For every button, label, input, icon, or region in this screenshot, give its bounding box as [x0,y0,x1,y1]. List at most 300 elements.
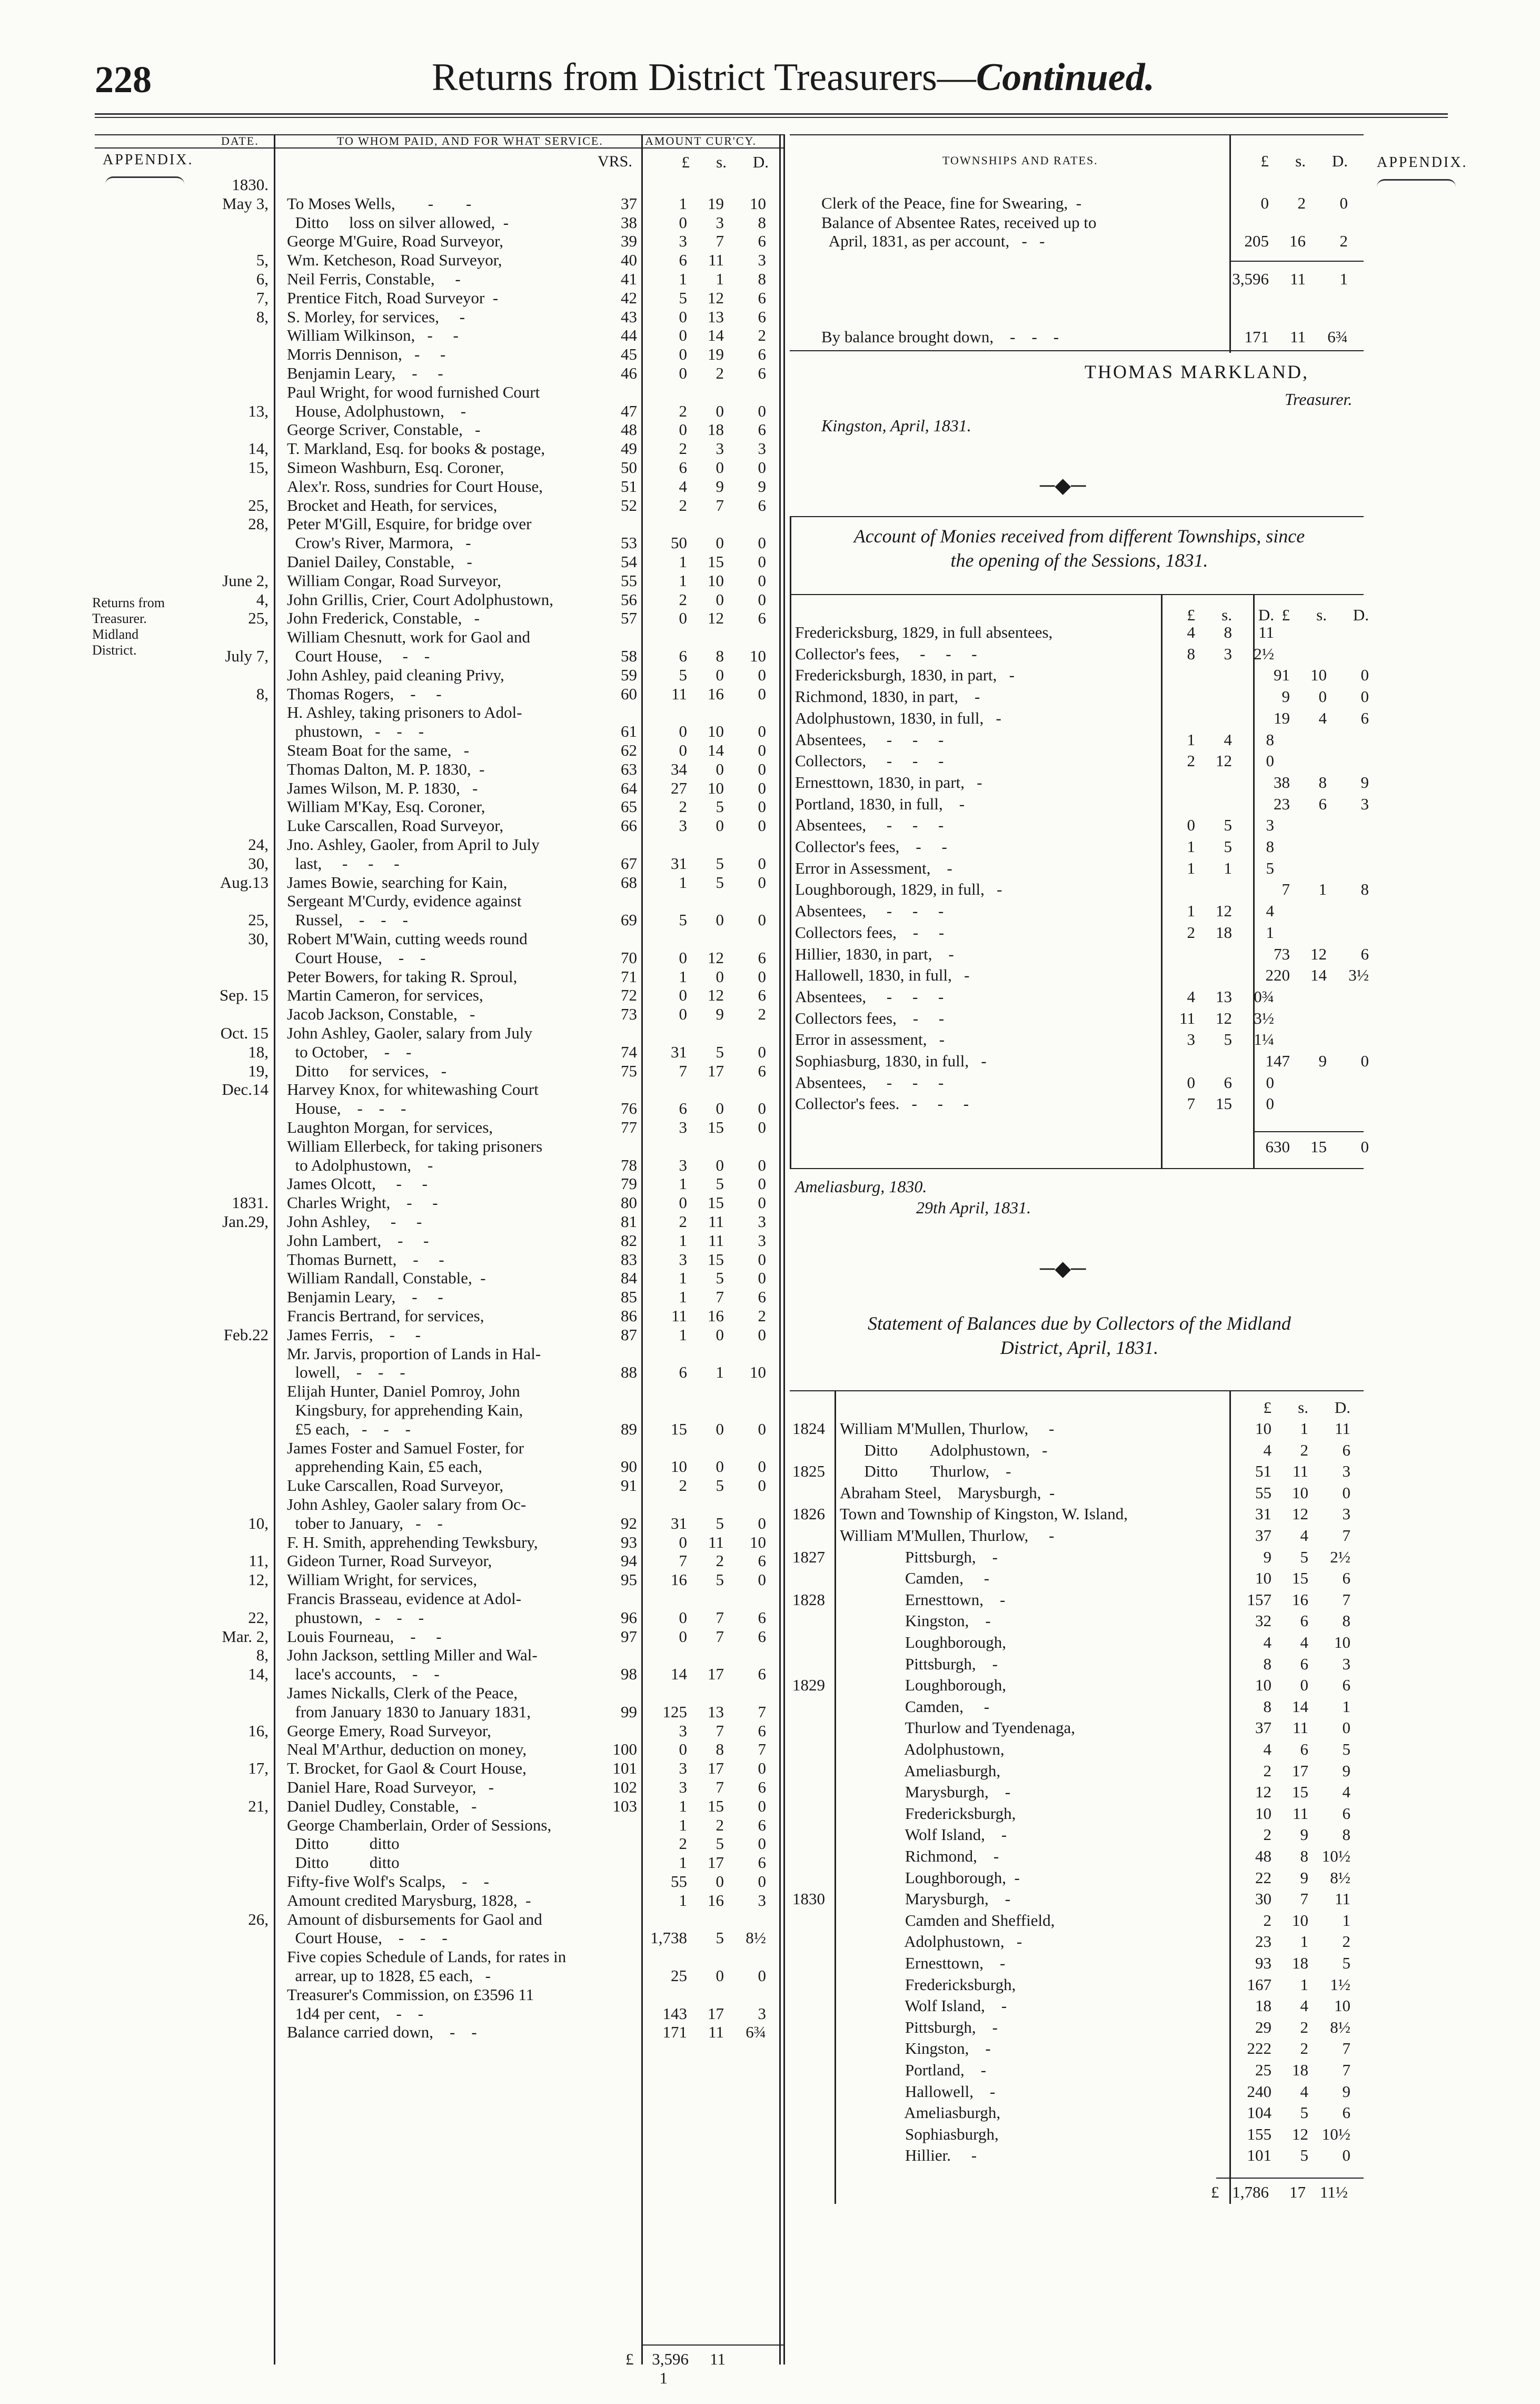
payment-amount [645,1759,782,1778]
payee-text: Martin Cameron, for services, [287,986,483,1004]
township-rate-amount-shillings: 16 [1289,232,1306,250]
payee-text: Peter M'Gill, Esquire, for bridge over [287,515,532,533]
account-amount-detail-pence: 3 [1266,816,1274,834]
account-item: Fredericksburgh, 1830, in part, - [795,666,1015,684]
entry-date: 8, [256,685,269,703]
collector-balance: Camden and Sheffield, [840,1911,1055,1930]
collector-balance: Marysburgh, - [840,1783,1011,1801]
payment-amount [645,1062,782,1081]
collector-balance: Fredericksburgh, [840,1804,1016,1823]
voucher-number: 84 [621,1269,637,1287]
collector-balance-amount [1229,1911,1366,1930]
payment-amount-shillings: 8 [716,1740,724,1758]
payment-amount [645,1137,782,1156]
collector-balance-amount-pounds: 23 [1255,1932,1271,1951]
collector-balance-amount [1229,1611,1366,1630]
payment-amount-pence: 0 [758,1174,766,1193]
payment-amount [645,420,782,439]
voucher-number: 66 [621,816,637,835]
brace-left [105,176,184,184]
township-rate-amount-pence: 0 [1339,194,1348,212]
payment-amount-pounds: 0 [679,364,687,382]
voucher-number: 102 [612,1778,637,1796]
voucher-number: 92 [621,1514,637,1532]
payment-amount-shillings: 9 [716,477,724,496]
collector-balance-amount-shillings: 0 [1300,1676,1308,1694]
right-top-sum-rule [1229,261,1364,262]
brace-right [1377,179,1456,187]
voucher-number: 63 [621,760,637,778]
payment-amount-pence: 6 [758,1722,766,1740]
township-rate-text: By balance brought down, - - - [821,328,1059,346]
payment-amount-shillings: 11 [708,2023,724,2041]
payee-text: William Chesnutt, work for Gaol and [287,628,530,646]
payee-text: House, Adolphustown, - [287,402,466,420]
voucher-number: 61 [621,722,637,740]
payment-amount [645,232,782,251]
payee-text: Paul Wright, for wood furnished Court [287,383,540,401]
payee-text: Gideon Turner, Road Surveyor, [287,1551,492,1570]
payee-text: Morris Dennison, - - [287,345,446,363]
payment-amount [645,1551,782,1570]
payment-amount-pounds: 1 [679,1325,687,1344]
payment-amount [645,458,782,477]
payment-amount [645,685,782,704]
account-amount-total-pounds: 23 [1274,795,1290,813]
collector-balance-amount-pence: 8½ [1330,1868,1350,1887]
account-amount-total-pence: 9 [1360,773,1369,792]
collector-balance: Adolphustown, - [840,1932,1022,1951]
collector-balance-amount-pounds: 10 [1255,1419,1271,1438]
account-item: Hillier, 1830, in part, - [795,945,954,963]
payment-amount [645,647,782,666]
payee-text: lace's accounts, - - [287,1665,440,1683]
collector-balance-amount-pence: 2 [1342,1932,1350,1951]
payment-amount [645,194,782,213]
payment-amount [645,1853,782,1872]
payee-text: Ditto loss on silver allowed, - [287,213,509,232]
collector-balance-amount [1229,1505,1366,1523]
payment-amount-pounds: 4 [679,477,687,496]
payment-amount [645,590,782,609]
page-number: 228 [95,58,152,101]
voucher-number: 60 [621,685,637,703]
collector-balance: Richmond, - [840,1847,999,1865]
township-rate-amount-shillings: 11 [1290,270,1306,288]
payment-amount-shillings: 0 [716,1099,724,1117]
payment-amount-pounds: 143 [662,2004,687,2023]
voucher-number: 96 [621,1608,637,1627]
account-item: Collector's fees, - - [795,837,947,856]
payment-amount-pence: 6 [758,232,766,250]
payee-text: Robert M'Wain, cutting weeds round [287,929,528,948]
entry-date: 1831. [232,1193,269,1212]
collector-balance-amount-pence: 1 [1342,1697,1350,1716]
collector-balance-amount [1229,2082,1366,2101]
payee-text: Louis Fourneau, - - [287,1627,442,1646]
payment-amount-pounds: 1 [679,270,687,288]
account-amount-total [1248,709,1385,728]
payment-amount [645,439,782,458]
payment-amount [645,1947,782,1966]
collector-balance-amount-shillings: 11 [1293,1718,1308,1737]
payment-amount-pence: 2 [758,326,766,344]
balance-year: 1829 [792,1676,825,1694]
payment-amount-shillings: 11 [708,1231,724,1250]
collector-balance-amount-pence: 0 [1342,1483,1350,1502]
payment-amount-pence: 0 [758,741,766,759]
account-amount-detail-pounds: 4 [1187,623,1195,641]
collector-balance: William M'Mullen, Thurlow, - [840,1526,1055,1545]
payment-amount-pounds: 3 [679,232,687,250]
payment-amount-shillings: 7 [716,496,724,515]
collector-balance: Abraham Steel, Marysburgh, - [840,1483,1055,1502]
entry-date: 16, [248,1722,269,1740]
collector-balance-amount-pence: 0 [1342,2146,1350,2164]
collector-balance-amount-pounds: 240 [1247,2082,1271,2101]
balance-year: 1825 [792,1462,825,1480]
payment-amount [645,835,782,854]
account-amount-total-pence: 6 [1360,709,1369,727]
payment-amount-shillings: 0 [716,1156,724,1174]
account-amount-detail-shillings: 12 [1216,1009,1232,1027]
collector-balance-amount-pounds: 29 [1255,2018,1271,2036]
collector-balance-amount-shillings: 1 [1300,1975,1308,1994]
collector-balance: Ernesttown, - [840,1954,1006,1972]
payment-amount-pounds: 0 [679,1193,687,1212]
collector-balance-amount-shillings: 17 [1292,1762,1308,1780]
payee-text: James Foster and Samuel Foster, for [287,1439,524,1457]
payment-amount-pence: 6 [758,496,766,515]
payment-amount-pounds: 2 [679,496,687,515]
appendix-label-left: APPENDIX. [103,152,194,168]
township-rate-amount-shillings: 11 [1290,328,1306,346]
payee-text: Harvey Knox, for whitewashing Court [287,1080,539,1099]
account-amount-total-pence: 0 [1360,1052,1369,1070]
payment-amount-pounds: 0 [679,1005,687,1023]
account-amount-total-shillings: 8 [1318,773,1327,792]
payment-amount-pence: 8½ [746,1928,766,1947]
payment-amount-pence: 3 [758,439,766,458]
account-amount-total-pence: 8 [1360,880,1369,898]
entry-date: 13, [248,402,269,420]
payment-amount [645,175,782,194]
account-item: Absentees, - - - [795,902,944,920]
payment-amount [645,270,782,289]
account-header-rule [790,594,1364,595]
payee-text: Elijah Hunter, Daniel Pomroy, John [287,1382,520,1400]
collector-balance-amount-pence: 5 [1342,1740,1350,1758]
payment-amount-pence: 0 [758,1193,766,1212]
payee-text: Treasurer's Commission, on £3596 11 [287,1985,534,2004]
account-footer-2: 29th April, 1831. [916,1198,1031,1217]
payment-amount [645,929,782,948]
collector-balance-amount-shillings: 6 [1300,1611,1308,1630]
account-amount-detail-pence: 0¾ [1254,987,1274,1006]
payment-amount-shillings: 3 [716,213,724,232]
collector-balance-amount-pence: 10 [1334,1996,1350,2015]
voucher-number: 64 [621,779,637,797]
collector-balance-amount-pence: 9 [1342,2082,1350,2101]
appendix-label-right: APPENDIX. [1377,154,1468,171]
payment-amount [645,609,782,628]
township-rate-amount-pence: 1 [1339,270,1348,288]
collector-balance-amount-pounds: 4 [1263,1441,1271,1459]
account-amount-total [1248,1009,1385,1028]
payment-amount [645,2004,782,2023]
collector-balance-amount-pounds: 25 [1255,2061,1271,2079]
collector-balance: Camden, - [840,1697,990,1716]
payee-text: James Ferris, - - [287,1325,421,1344]
payee-text: phustown, - - - [287,1608,424,1627]
payment-amount [645,1665,782,1684]
payee-text: George Scriver, Constable, - [287,420,481,439]
payment-amount-pence: 3 [758,1231,766,1250]
voucher-number: 56 [621,590,637,609]
account-amount-total-pounds: 38 [1274,773,1290,792]
payee-text: John Ashley, Gaoler salary from Oc- [287,1495,526,1513]
account-bottom-rule [790,1168,1364,1169]
account-amount-detail-pounds: 1 [1187,837,1195,856]
payee-text: Jno. Ashley, Gaoler, from April to July [287,835,540,854]
voucher-number: 75 [621,1062,637,1080]
account-total: 630 15 0 [1265,1137,1369,1156]
payment-amount-shillings: 0 [716,402,724,420]
collector-balance-amount-shillings: 15 [1292,1783,1308,1801]
payee-text: John Grillis, Crier, Court Adolphustown, [287,590,553,609]
payment-amount [645,402,782,421]
voucher-number: 82 [621,1231,637,1250]
payment-amount [645,628,782,647]
payee-text: George Chamberlain, Order of Sessions, [287,1816,552,1834]
payment-amount-pounds: 55 [671,1872,687,1891]
payment-amount-pounds: 2 [679,1212,687,1231]
collector-balance-amount [1229,1590,1366,1609]
payment-amount-pounds: 0 [679,1608,687,1627]
place-date: Kingston, April, 1831. [821,416,971,435]
entry-date: Sep. 15 [220,986,269,1004]
collector-balance: Fredericksburgh, [840,1975,1016,1994]
payee-text: Benjamin Leary, - - [287,1288,443,1306]
payment-amount [645,345,782,364]
account-amount-total [1248,816,1385,835]
payment-amount-shillings: 0 [716,458,724,477]
voucher-number: 78 [621,1156,637,1174]
account-amount-total-pounds: 220 [1265,966,1290,984]
account-amount-detail-pounds: 11 [1179,1009,1195,1027]
collector-balance: William M'Mullen, Thurlow, - [840,1419,1055,1438]
payment-amount-shillings: 16 [708,1891,724,1910]
collector-balance: Ernesttown, - [840,1590,1006,1609]
payment-amount-shillings: 5 [716,1043,724,1061]
entry-date: 18, [248,1043,269,1061]
payment-amount-pounds: 10 [671,1457,687,1476]
payment-amount-pounds: 1 [679,1853,687,1872]
payment-amount [645,1816,782,1835]
payment-amount-shillings: 5 [716,1269,724,1287]
payment-amount-shillings: 17 [708,1062,724,1080]
payment-amount [645,1174,782,1193]
collector-balance-amount [1229,2146,1366,2165]
payment-amount-pence: 0 [758,1269,766,1287]
collector-balance-amount-pounds: 2 [1263,1911,1271,1930]
payment-amount-pence: 6 [758,1778,766,1796]
collector-balance-amount [1229,1633,1366,1652]
collector-balance: Wolf Island, - [840,1825,1007,1844]
township-rate-amount [1227,270,1364,289]
payment-amount [645,1250,782,1269]
collector-balance-amount [1229,1868,1366,1887]
payment-amount-pence: 0 [758,1250,766,1269]
payment-amount-pence: 0 [758,854,766,873]
collector-balance-amount-pounds: 8 [1263,1655,1271,1673]
payee-text: George M'Guire, Road Surveyor, [287,232,503,250]
account-amount-total [1248,966,1385,985]
account-amount-detail-pence: 1 [1266,923,1274,942]
account-amount-detail-pence: 0 [1266,751,1274,770]
payee-text: William Randall, Constable, - [287,1269,486,1287]
payment-amount-pounds: 6 [679,1363,687,1381]
account-amount-total-shillings: 4 [1318,709,1327,727]
payee-text: Daniel Dailey, Constable, - [287,552,472,571]
collector-balance-amount [1229,1676,1366,1695]
payment-amount-shillings: 0 [716,1420,724,1438]
collector-balance-amount-pounds: 155 [1247,2125,1271,2143]
entry-date: July 7, [225,647,269,665]
payment-amount-shillings: 13 [708,308,724,326]
payment-amount-pence: 6 [758,289,766,307]
payment-amount-pounds: 1 [679,967,687,986]
entry-date: 8, [256,308,269,326]
payment-amount-shillings: 0 [716,1325,724,1344]
payment-amount [645,1985,782,2004]
payment-amount-shillings: 16 [708,685,724,703]
payment-amount-pounds: 25 [671,1966,687,1985]
account-amount-total [1248,1030,1385,1049]
voucher-number: 50 [621,458,637,477]
payment-amount-pence: 2 [758,1307,766,1325]
payment-amount-pounds: 2 [679,1476,687,1495]
payment-amount-pounds: 1 [679,1797,687,1815]
collector-balance-amount-shillings: 2 [1300,2018,1308,2036]
payee-text: Amount credited Marysburg, 1828, - [287,1891,531,1910]
payment-amount-shillings: 1 [716,270,724,288]
payment-amount-shillings: 11 [708,1212,724,1231]
collector-balance-amount-pounds: 4 [1263,1740,1271,1758]
voucher-number: 98 [621,1665,637,1683]
payment-amount-pence: 0 [758,1759,766,1777]
collector-balance-amount-pounds: 32 [1255,1611,1271,1630]
col-header-townships: TOWNSHIPS AND RATES. [942,154,1098,167]
account-amount-detail-shillings: 5 [1224,816,1232,834]
payment-amount-pounds: 125 [662,1703,687,1721]
account-amount-detail-shillings: 12 [1216,751,1232,770]
payee-text: Steam Boat for the same, - [287,741,470,759]
payee-text: Five copies Schedule of Lands, for rates in [287,1947,567,1966]
account-amount-total [1248,1052,1385,1071]
account-item: Absentees, - - - [795,987,944,1006]
payment-amount [645,1288,782,1307]
voucher-number: 42 [621,289,637,307]
payment-amount-pence: 0 [758,911,766,929]
payment-amount-shillings: 15 [708,552,724,571]
payee-text: Francis Brasseau, evidence at Adol- [287,1589,522,1608]
payment-amount-pence: 0 [758,873,766,892]
voucher-number: 88 [621,1363,637,1381]
payment-amount [645,1024,782,1043]
payee-text: tober to January, - - [287,1514,443,1532]
collector-balance-amount-shillings: 11 [1293,1462,1308,1480]
voucher-number: 86 [621,1307,637,1325]
payment-amount-pence: 0 [758,760,766,778]
balances-total-rule [1216,2178,1364,2179]
collector-balance-amount-shillings: 18 [1292,1954,1308,1972]
collector-balance-amount [1229,1804,1366,1823]
entry-date: 14, [248,439,269,458]
payment-amount-shillings: 5 [716,1834,724,1853]
collector-balance-amount-pounds: 10 [1255,1804,1271,1823]
payment-amount-pence: 7 [758,1703,766,1721]
collector-balance-amount-shillings: 1 [1300,1419,1308,1438]
payment-amount-pence: 0 [758,1834,766,1853]
collector-balance-amount [1229,1419,1366,1438]
collector-balance: Kingston, - [840,2039,991,2057]
payment-amount [645,1193,782,1212]
collector-balance-amount [1229,1655,1366,1674]
collector-balance-amount [1229,1954,1366,1973]
voucher-number: 47 [621,402,637,420]
payment-amount-pence: 6 [758,420,766,439]
voucher-number: 51 [621,477,637,496]
payment-amount-pounds: 2 [679,797,687,816]
entry-date: 4, [256,590,269,609]
payment-amount-shillings: 16 [708,1307,724,1325]
collector-balance-amount [1229,2039,1366,2058]
account-amount-total-pounds: 9 [1281,687,1290,706]
account-amount-total [1248,773,1385,792]
payment-amount [645,1740,782,1759]
payment-amount-pence: 0 [758,1570,766,1589]
collector-balance: Ameliasburgh, [840,1762,1001,1780]
voucher-number: 89 [621,1420,637,1438]
collector-balance-amount-pence: 10½ [1322,1847,1350,1865]
payment-amount [645,251,782,270]
payment-amount-pounds: 1,738 [650,1928,687,1947]
payment-amount [645,1363,782,1382]
payment-amount-pence: 3 [758,2004,766,2023]
township-rate-amount [1227,328,1364,347]
payee-text: Thomas Rogers, - - [287,685,442,703]
payment-amount-pence: 0 [758,1514,766,1532]
account-amount-total [1248,880,1385,899]
payment-amount-shillings: 0 [716,533,724,552]
payee-text: apprehending Kain, £5 each, [287,1457,483,1476]
payee-text: William Wright, for services, [287,1570,478,1589]
payment-amount-shillings: 0 [716,1457,724,1476]
voucher-number: 37 [621,194,637,213]
payee-text: John Ashley, paid cleaning Privy, [287,666,504,684]
payment-amount-shillings: 19 [708,194,724,213]
payee-text: Court House, - - - [287,1928,448,1947]
entry-date: 30, [248,854,269,873]
payment-amount-pounds: 1 [679,571,687,590]
payment-amount-shillings: 0 [716,967,724,986]
collector-balance-amount [1229,1975,1366,1994]
left-divider-date [274,134,275,2365]
collector-balance-amount-pence: 8 [1342,1825,1350,1844]
collector-balance: Hallowell, - [840,2082,996,2101]
collector-balance-amount-pence: 1½ [1330,1975,1350,1994]
